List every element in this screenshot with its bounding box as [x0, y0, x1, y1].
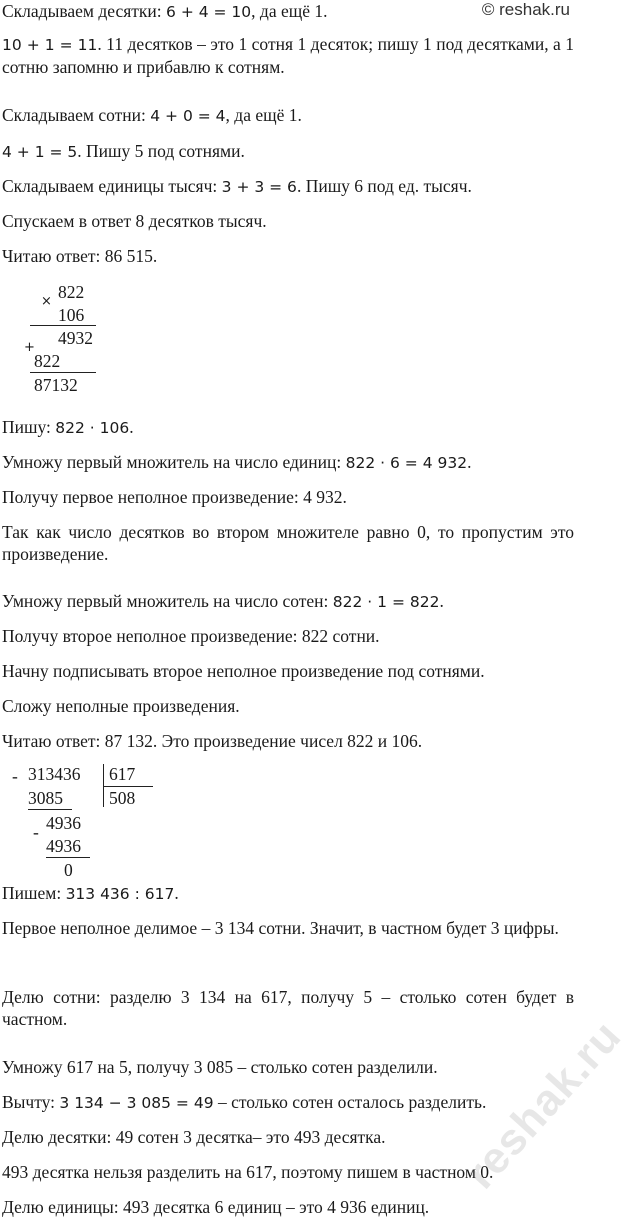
text-line: Умножу 617 на 5, получу 3 085 – столько сотен разделили.: [2, 1057, 438, 1077]
text-line: Спускаем в ответ 8 десятков тысяч.: [2, 211, 267, 231]
text-line: Пишем: 313 436 : 617.: [2, 883, 179, 903]
rule-line: [30, 372, 96, 373]
subtrahend-2: 4936: [46, 836, 81, 856]
text-line: Умножу первый множитель на число единиц: 822 · 6 = 4 932.: [2, 452, 472, 472]
rule-line: [30, 325, 96, 326]
math-expr: 822 · 1 = 822: [332, 593, 440, 611]
math-expr: 4 + 1 = 5: [2, 143, 78, 161]
text-line: 493 десятка нельзя разделить на 617, поэтому пишем в частном 0.: [2, 1162, 494, 1182]
text-paragraph: 10 + 1 = 11. 11 десятков – это 1 сотня 1 десяток; пишу 1 под десятками, а 1 сотню запомню и прибавлю к сотням.: [2, 34, 574, 77]
text-line: Получу первое неполное произведение: 4 932.: [2, 487, 347, 507]
text-line: Складываем сотни: 4 + 0 = 4, да ещё 1.: [2, 105, 302, 125]
plus-sign: +: [24, 340, 35, 355]
math-expr: 6 + 4 = 10: [166, 3, 252, 21]
divisor: 617: [109, 764, 136, 784]
text-line: Вычту: 3 134 − 3 085 = 49 – столько сотен осталось разделить.: [2, 1092, 487, 1112]
text-line: Начну подписывать второе неполное произведение под сотнями.: [2, 661, 485, 681]
dividend: 313436: [28, 764, 81, 784]
math-expr: 3 134 − 3 085 = 49: [59, 1094, 214, 1112]
watermark-diagonal: reshak.ru: [455, 1011, 631, 1199]
text-line: Складываем единицы тысяч: 3 + 3 = 6. Пишу 6 под ед. тысяч.: [2, 176, 472, 196]
text-paragraph: Так как число десятков во втором множителе равно 0, то пропустим это произведение.: [2, 522, 574, 564]
rule-line: [103, 786, 153, 787]
rule-line: [28, 809, 72, 810]
subtrahend-1: 3085: [28, 788, 63, 808]
math-expr: 313 436 : 617: [65, 885, 175, 903]
factor-1: 822: [58, 282, 85, 302]
partial-product-2: 822: [34, 351, 61, 371]
math-expr: 10 + 1 = 11: [2, 36, 98, 54]
math-expr: 3 + 3 = 6: [221, 178, 297, 196]
factor-2: 106: [58, 305, 85, 325]
minus-sign: -: [33, 822, 39, 842]
text-line: Читаю ответ: 86 515.: [2, 246, 158, 266]
text-line: Пишу: 822 · 106.: [2, 417, 134, 437]
multiply-sign: ×: [41, 294, 52, 309]
math-expr: 822 · 106: [55, 419, 130, 437]
text-line: Получу второе неполное произведение: 822 сотни.: [2, 626, 380, 646]
text-paragraph: Делю сотни: разделю 3 134 на 617, получу 5 – столько сотен будет в частном.: [2, 987, 574, 1029]
text-line: Складываем десятки: 6 + 4 = 10, да ещё 1.: [2, 1, 328, 21]
text-line: 4 + 1 = 5. Пишу 5 под сотнями.: [2, 141, 245, 161]
text-line: Делю единицы: 493 десятка 6 единиц – это 4 936 единиц.: [2, 1197, 430, 1217]
math-expr: 822 · 6 = 4 932: [345, 454, 468, 472]
quotient: 508: [109, 788, 136, 808]
text-paragraph: Первое неполное делимое – 3 134 сотни. Значит, в частном будет 3 цифры.: [2, 918, 559, 938]
product-result: 87132: [34, 375, 78, 395]
remainder-1: 4936: [46, 813, 81, 833]
text-line: Сложу неполные произведения.: [2, 696, 240, 716]
math-expr: 4 + 0 = 4: [150, 107, 226, 125]
rule-line: [46, 857, 90, 858]
text-line: Умножу первый множитель на число сотен: 822 · 1 = 822.: [2, 591, 444, 611]
partial-product-1: 4932: [58, 328, 93, 348]
final-remainder: 0: [64, 860, 73, 880]
text-line: Делю десятки: 49 сотен 3 десятка– это 493 десятка.: [2, 1127, 386, 1147]
minus-sign: -: [12, 766, 18, 786]
watermark: © reshak.ru: [481, 0, 570, 19]
text-line: Читаю ответ: 87 132. Это произведение чисел 822 и 106.: [2, 731, 423, 751]
